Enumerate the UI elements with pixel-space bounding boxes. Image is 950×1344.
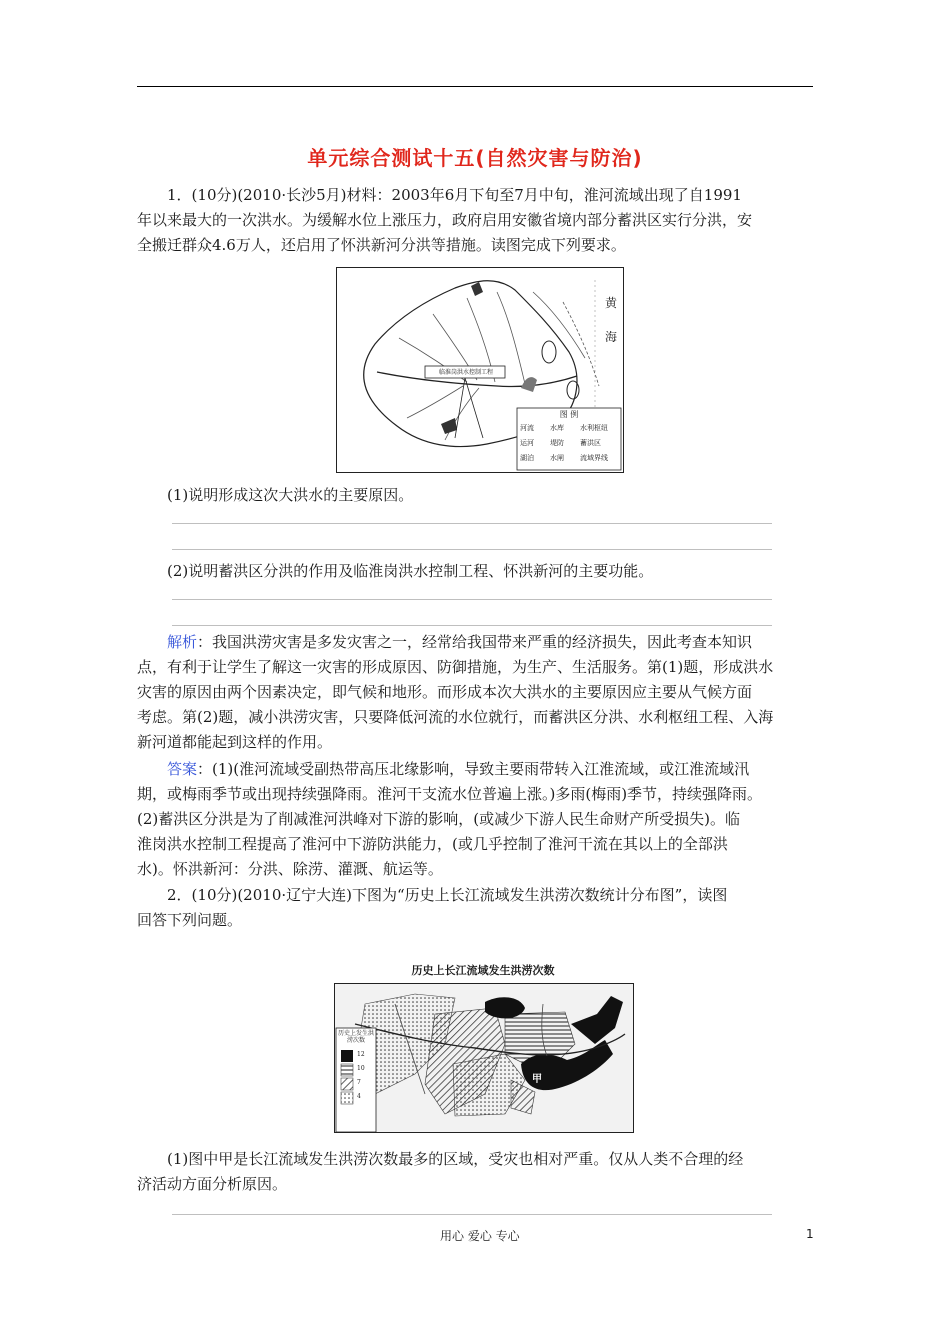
- question-1-text: [137, 183, 813, 258]
- legend-levee: 堤防: [550, 439, 564, 447]
- figure-2-title: 历史上长江流域发生洪涝次数: [411, 964, 555, 977]
- answer-line: [172, 599, 772, 600]
- page-number: 1: [806, 1227, 814, 1241]
- question-2-text: [137, 883, 813, 933]
- legend-hydro-hub: 水利枢纽: [580, 424, 608, 432]
- legend-canal: 运河: [520, 439, 534, 447]
- footer-motto: 用心 爱心 专心: [440, 1229, 520, 1243]
- yangtze-map-drawing: [335, 984, 633, 1132]
- flood-legend-value: 12: [357, 1051, 365, 1058]
- answer-line: [172, 523, 772, 524]
- q2-sub1: [137, 1147, 813, 1197]
- q1-line: 1．(10分)(2010·长沙5月)材料：2003年6月下旬至7月中旬，淮河流域出现了自1991: [167, 186, 742, 204]
- flood-legend-value: 4: [357, 1093, 361, 1100]
- yangtze-flood-map: [334, 983, 634, 1133]
- legend-basin-boundary: 流域界线: [580, 454, 608, 462]
- analysis-line: 点，有利于让学生了解这一灾害的形成原因、防御措施，为生产、生活服务。第(1)题，形成洪水: [137, 658, 774, 676]
- map-legend-title: 图 例: [559, 410, 579, 419]
- legend-reservoir: 水库: [550, 424, 564, 432]
- q1-line: 年以来最大的一次洪水。为缓解水位上涨压力，政府启用安徽省境内部分蓄洪区实行分洪，安: [137, 211, 753, 229]
- legend-river: 河流: [520, 424, 534, 432]
- header-rule: [137, 86, 813, 87]
- q2-sub1-line: (1)图中甲是长江流域发生洪涝次数最多的区域，受灾也相对严重。仅从人类不合理的经: [167, 1150, 744, 1168]
- map-project-label: 临淮岗洪水控制工程: [438, 369, 493, 376]
- answer-text-line: 淮岗洪水控制工程提高了淮河中下游防洪能力，(或几乎控制了淮河干流在其以上的全部洪: [137, 835, 728, 853]
- q1-sub2: (2)说明蓄洪区分洪的作用及临淮岗洪水控制工程、怀洪新河的主要功能。: [167, 562, 654, 580]
- region-jia-label: 甲: [532, 1074, 542, 1085]
- answer-text-line: (2)蓄洪区分洪是为了削减淮河洪峰对下游的影响，(或减少下游人民生命财产所受损失)。临: [137, 810, 740, 828]
- huaihe-basin-map: [336, 267, 624, 473]
- answer-label: 答案: [167, 760, 198, 778]
- q1-sub1: (1)说明形成这次大洪水的主要原因。: [167, 486, 414, 504]
- answer-section: [137, 757, 813, 882]
- flood-legend-value: 10: [357, 1065, 365, 1072]
- analysis-line: 灾害的原因由两个因素决定，即气候和地形。而形成本次大洪水的主要原因应主要从气候方面: [137, 683, 753, 701]
- sea-label-top: 黄: [605, 296, 618, 310]
- analysis-line: 考虑。第(2)题，减小洪涝灾害，只要降低河流的水位就行，而蓄洪区分洪、水利枢纽工程、入海: [137, 708, 774, 726]
- flood-legend-title: 历史上发生洪涝次数: [338, 1030, 375, 1044]
- answer-text-line: ：(1)(淮河流域受副热带高压北缘影响，导致主要雨带转入江淮流域，或江淮流域汛: [197, 760, 750, 778]
- flood-legend-value: 7: [357, 1079, 361, 1086]
- answer-text-line: 期，或梅雨季节或出现持续强降雨。淮河干支流水位普遍上涨。)多雨(梅雨)季节，持续强降雨。: [137, 785, 763, 803]
- page-title: 单元综合测试十五(自然灾害与防治): [307, 146, 643, 170]
- legend-flood-storage: 蓄洪区: [580, 439, 601, 447]
- q1-line: 全搬迁群众4.6万人，还启用了怀洪新河分洪等措施。读图完成下列要求。: [137, 236, 626, 254]
- analysis-label: 解析: [167, 633, 198, 651]
- map-legend: [520, 421, 620, 466]
- answer-text-line: 水)。怀洪新河：分洪、除涝、灌溉、航运等。: [137, 860, 443, 878]
- q2-line: 回答下列问题。: [137, 911, 243, 929]
- answer-line: [172, 549, 772, 550]
- answer-line: [172, 625, 772, 626]
- sea-label-bottom: 海: [605, 330, 618, 344]
- legend-lake: 湖泊: [520, 454, 534, 462]
- answer-line: [172, 1214, 772, 1215]
- q2-line: 2．(10分)(2010·辽宁大连)下图为“历史上长江流域发生洪涝次数统计分布图”，读图: [167, 886, 728, 904]
- q2-sub1-line: 济活动方面分析原因。: [137, 1175, 288, 1193]
- legend-sluice: 水闸: [550, 454, 564, 462]
- analysis-section: [137, 630, 813, 755]
- analysis-line: 新河道都能起到这样的作用。: [137, 733, 333, 751]
- analysis-line: ：我国洪涝灾害是多发灾害之一，经常给我国带来严重的经济损失，因此考查本知识: [197, 633, 753, 651]
